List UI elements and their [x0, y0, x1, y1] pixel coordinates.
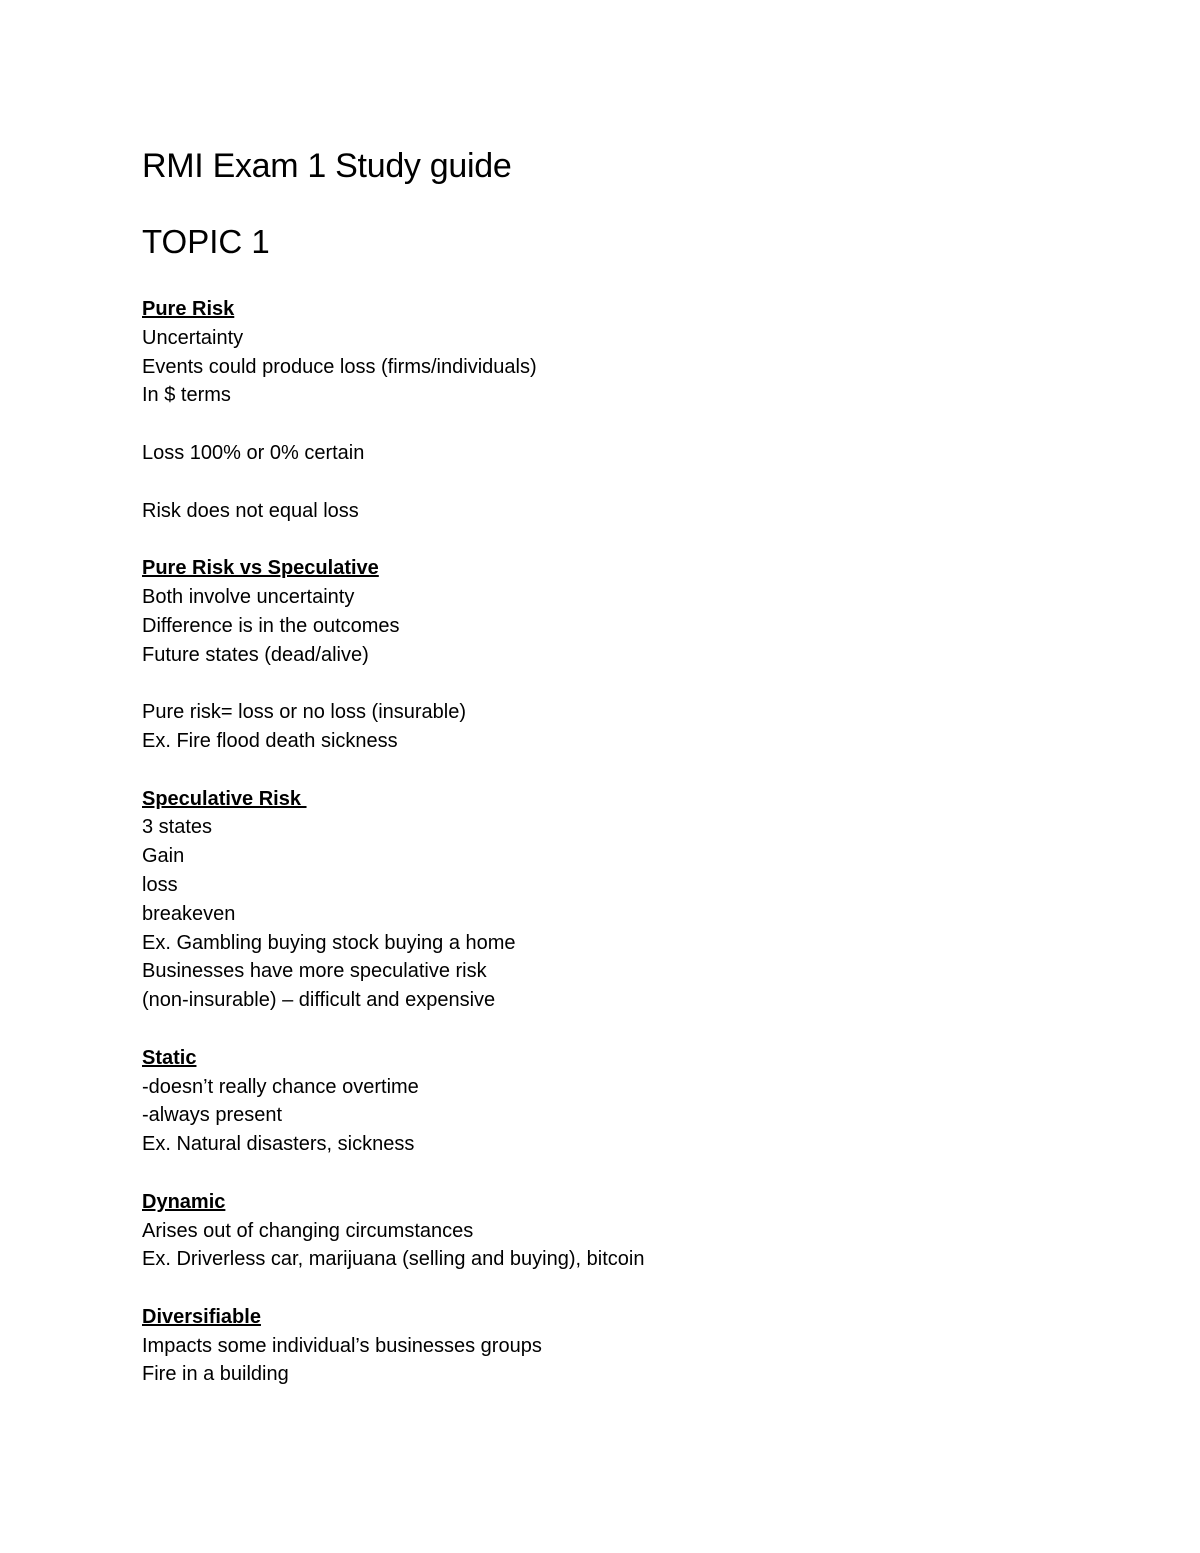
blank-line	[142, 1159, 1142, 1188]
section-line: Ex. Fire flood death sickness	[142, 729, 398, 752]
section-line: Uncertainty	[142, 326, 244, 349]
section-line: breakeven	[142, 902, 236, 925]
blank-line	[142, 410, 1142, 439]
section-diversifiable	[142, 1303, 1142, 1389]
blank-line	[142, 525, 1142, 554]
document-title: RMI Exam 1 Study guide	[142, 147, 512, 185]
section-pure-vs-speculative	[142, 554, 1142, 756]
section-line: Events could produce loss (firms/individuals)	[142, 355, 537, 378]
section-static	[142, 1044, 1142, 1159]
section-line: Loss 100% or 0% certain	[142, 441, 365, 464]
section-line: Future states (dead/alive)	[142, 643, 369, 666]
document-content	[142, 146, 1142, 1389]
section-heading: Pure Risk	[142, 298, 235, 320]
section-line: Ex. Driverless car, marijuana (selling and buying), bitcoin	[142, 1248, 645, 1271]
section-line: Gain	[142, 845, 185, 868]
section-line: 3 states	[142, 816, 213, 839]
blank-line	[142, 669, 1142, 698]
section-line: loss	[142, 873, 178, 896]
section-line: Risk does not equal loss	[142, 499, 359, 522]
section-line: -always present	[142, 1104, 283, 1127]
section-pure-risk	[142, 295, 1142, 525]
blank-line	[142, 1274, 1142, 1303]
section-line: Ex. Natural disasters, sickness	[142, 1133, 415, 1156]
section-line: Both involve uncertainty	[142, 585, 355, 608]
section-line: Arises out of changing circumstances	[142, 1219, 474, 1242]
blank-line	[142, 468, 1142, 497]
sections	[142, 295, 1142, 1389]
section-heading: Diversifiable	[142, 1305, 261, 1328]
section-line: In $ terms	[142, 384, 231, 407]
blank-line	[142, 756, 1142, 785]
section-line: Difference is in the outcomes	[142, 614, 400, 637]
section-heading: Speculative Risk	[142, 787, 307, 810]
blank-line	[142, 1015, 1142, 1044]
section-heading: Pure Risk vs Speculative	[142, 557, 379, 580]
section-line: Impacts some individual’s businesses groups	[142, 1334, 542, 1357]
section-line: Fire in a building	[142, 1363, 289, 1386]
section-dynamic	[142, 1188, 1142, 1274]
section-line: -doesn’t really chance overtime	[142, 1075, 419, 1098]
section-line: Pure risk= loss or no loss (insurable)	[142, 701, 467, 724]
section-heading: Dynamic	[142, 1190, 226, 1213]
section-line: Businesses have more speculative risk	[142, 960, 487, 983]
section-line: Ex. Gambling buying stock buying a home	[142, 931, 516, 954]
section-speculative-risk	[142, 785, 1142, 1015]
section-heading: Static	[142, 1046, 197, 1069]
topic-heading: TOPIC 1	[142, 223, 270, 260]
section-line: (non-insurable) – difficult and expensive	[142, 989, 496, 1012]
